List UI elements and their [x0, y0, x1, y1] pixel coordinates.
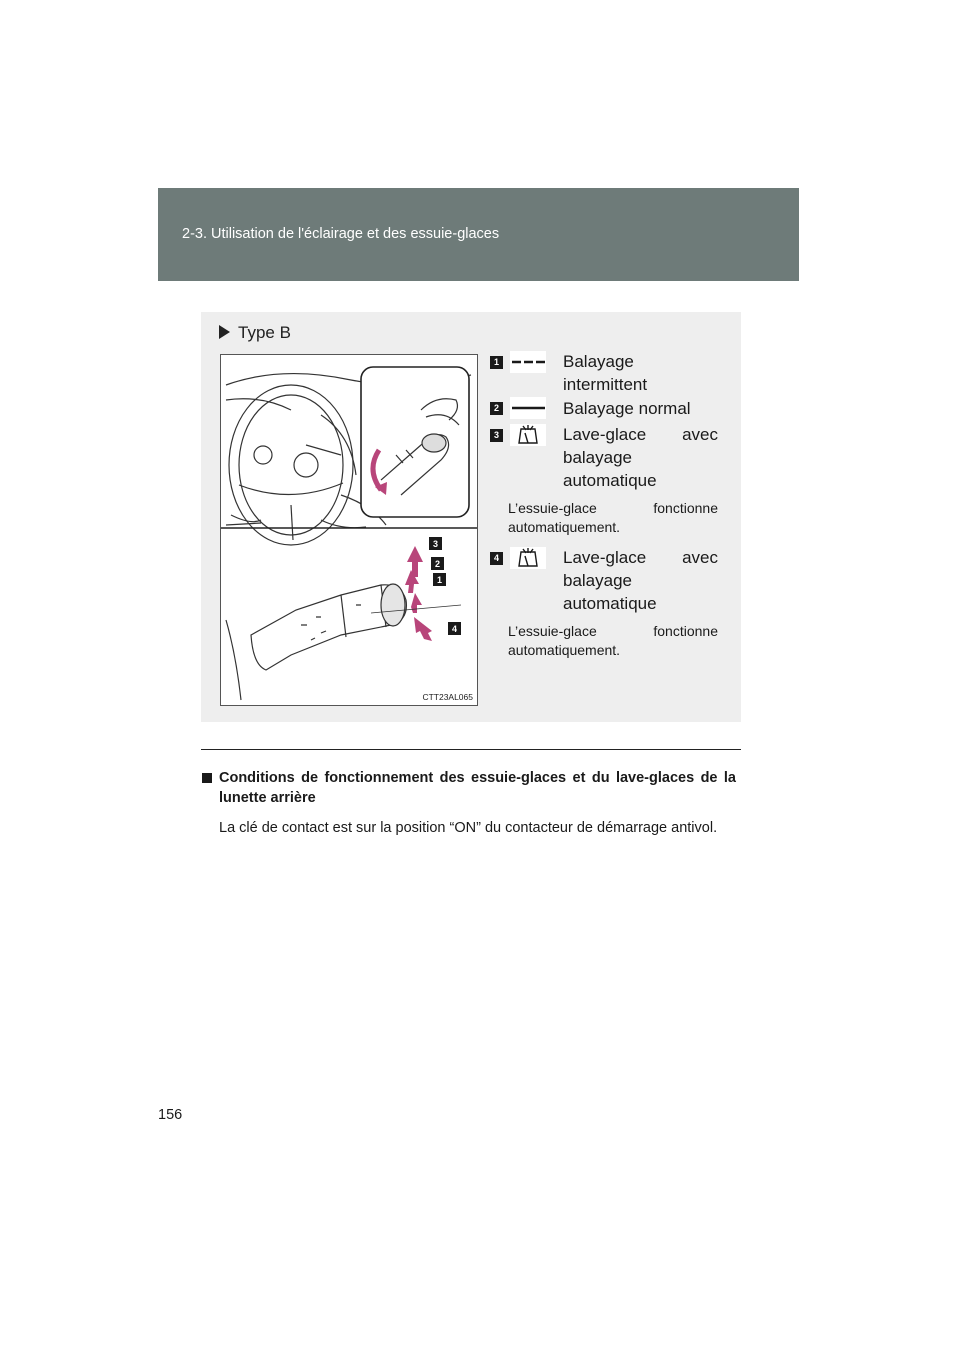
rear-washer-icon	[510, 424, 546, 446]
solid-line-icon	[510, 397, 546, 419]
wiper-lever-illustration	[220, 354, 478, 706]
square-bullet-icon	[202, 773, 212, 783]
operating-conditions-note	[202, 768, 736, 838]
item-label: Lave-glace avec balayage automatique	[563, 548, 718, 613]
section-header	[158, 188, 799, 281]
item-number: 4	[490, 552, 503, 565]
rear-washer-icon	[510, 547, 546, 569]
wiper-lever-drawing	[221, 355, 477, 705]
item-label: Lave-glace avec balayage automatique	[563, 425, 718, 490]
section-title: 2-3. Utilisation de l'éclairage et des essuie-glaces	[182, 226, 500, 242]
item-description: L’essuie-glace fonctionne automatiquement.	[508, 500, 718, 535]
triangle-right-icon	[219, 325, 230, 339]
page-number: 156	[158, 1107, 183, 1123]
callout-2-text: 2	[434, 559, 441, 569]
item-number: 1	[490, 356, 503, 369]
item-label: Balayage intermittent	[563, 352, 648, 394]
item-description: L’essuie-glace fonctionne automatiquement.	[508, 623, 718, 658]
callout-4-text: 4	[451, 624, 458, 634]
type-label-text: Type B	[238, 323, 291, 342]
figure-code: CTT23AL065	[422, 692, 473, 702]
note-title-text: Conditions de fonctionnement des essuie-glaces et du lave-glaces de la lunette arrière	[219, 770, 736, 806]
note-title	[219, 768, 736, 808]
note-body: La clé de contact est sur la position “ON” du contacteur de démarrage antivol.	[219, 820, 718, 836]
section-divider	[201, 749, 741, 750]
dashed-line-icon	[510, 351, 546, 373]
callout-3-text: 3	[432, 539, 439, 549]
item-number: 3	[490, 429, 503, 442]
item-number: 2	[490, 402, 503, 415]
callout-1-text: 1	[436, 575, 443, 585]
item-label: Balayage normal	[563, 399, 691, 418]
type-label	[219, 323, 291, 343]
type-b-panel	[201, 312, 741, 722]
